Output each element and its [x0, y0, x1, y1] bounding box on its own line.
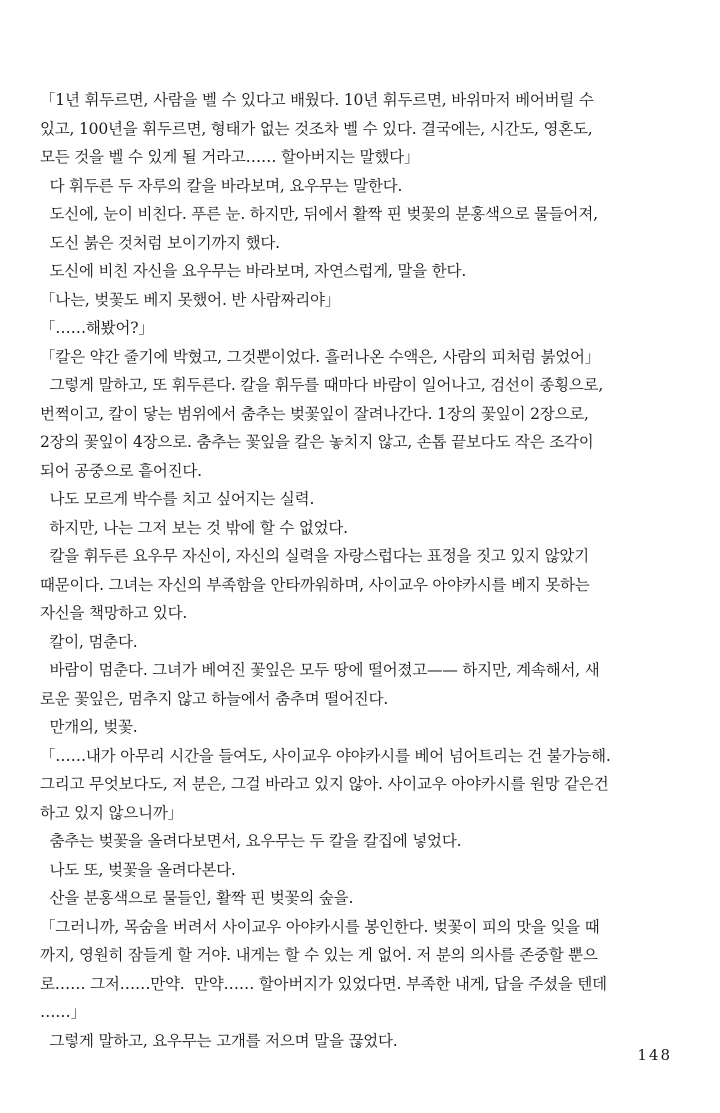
text-line: 도신에 비친 자신을 요우무는 바라보며, 자연스럽게, 말을 한다.: [40, 262, 467, 280]
text-line: 「1년 휘두르면, 사람을 벨 수 있다고 배웠다. 10년 휘두르면, 바위마저 베어버릴 수: [40, 91, 594, 109]
text-line: 그렇게 말하고, 또 휘두른다. 칼을 휘두를 때마다 바람이 일어나고, 검선이 종횡으로,: [40, 376, 604, 394]
text-line: 도신 붉은 것처럼 보이기까지 했다.: [40, 233, 280, 252]
text-line: 자신을 책망하고 있다.: [40, 604, 188, 622]
text-line: 「칼은 약간 줄기에 박혔고, 그것뿐이었다. 흘러나온 수액은, 사람의 피처럼 붉었어」: [40, 347, 601, 366]
text-line: 「……해봤어?」: [40, 319, 154, 337]
text-line: 되어 공중으로 흩어진다.: [40, 461, 202, 480]
text-line: 2장의 꽃잎이 4장으로. 춤추는 꽃잎을 칼은 놓치지 않고, 손톱 끝보다도 작은 조각이: [40, 433, 594, 451]
text-line: 그렇게 말하고, 요우무는 고개를 저으며 말을 끊었다.: [40, 1031, 398, 1050]
text-line: 로운 꽃잎은, 멈추지 않고 하늘에서 춤추며 떨어진다.: [40, 689, 389, 708]
page-number: 148: [637, 1046, 672, 1064]
text-line: 산을 분홍색으로 물들인, 활짝 핀 벚꽃의 숲을.: [40, 889, 354, 907]
text-line: 번쩍이고, 칼이 닿는 범위에서 춤추는 벚꽃잎이 잘려나간다. 1장의 꽃잎이 2장으로,: [40, 404, 589, 423]
text-line: ……」: [40, 1003, 86, 1021]
text-line: 바람이 멈춘다. 그녀가 베여진 꽃잎은 모두 땅에 떨어졌고—— 하지만, 계속해서, 새: [40, 661, 600, 679]
text-line: 만개의, 벚꽃.: [40, 718, 138, 736]
text-line: 「나는, 벚꽃도 베지 못했어. 반 사람짜리야」: [40, 290, 341, 309]
text-line: 그리고 무엇보다도, 저 분은, 그걸 바라고 있지 않아. 사이교우 아야카시를 원망 같은건: [40, 775, 609, 793]
text-line: 때문이다. 그녀는 자신의 부족함을 안타까워하며, 사이교우 아야카시를 베지 못하는: [40, 575, 590, 594]
text-line: 나도 모르게 박수를 치고 싶어지는 실력.: [40, 490, 315, 508]
text-line: 칼이, 멈춘다.: [40, 632, 138, 651]
text-line: 모든 것을 벨 수 있게 될 거라고…… 할아버지는 말했다」: [40, 148, 420, 166]
text-line: 로…… 그저……만약. 만약…… 할아버지가 있었다면. 부족한 내게, 답을 주셨을 텐데: [40, 974, 607, 993]
text-line: 하고 있지 않으니까」: [40, 803, 183, 822]
text-line: 까지, 영원히 잠들게 할 거야. 내게는 할 수 있는 게 없어. 저 분의 의사를 존중할 뿐으: [40, 946, 598, 964]
text-line: 나도 또, 벚꽃을 올려다본다.: [40, 860, 236, 879]
text-line: 칼을 휘두른 요우무 자신이, 자신의 실력을 자랑스럽다는 표정을 짓고 있지 않았기: [40, 547, 589, 565]
body-text: [40, 86, 690, 1055]
text-line: 춤추는 벚꽃을 올려다보면서, 요우무는 두 칼을 칼집에 넣었다.: [40, 832, 462, 850]
text-line: 「……내가 아무리 시간을 들여도, 사이교우 야야카시를 베어 넘어트리는 건 불가능해.: [40, 746, 611, 765]
text-line: 다 휘두른 두 자루의 칼을 바라보며, 요우무는 말한다.: [40, 176, 403, 195]
text-line: 있고, 100년을 휘두르면, 형태가 없는 것조차 벨 수 있다. 결국에는, 시간도, 영혼도,: [40, 119, 593, 138]
text-line: 하지만, 나는 그저 보는 것 밖에 할 수 없었다.: [40, 518, 348, 537]
text-line: 도신에, 눈이 비친다. 푸른 눈. 하지만, 뒤에서 활짝 핀 벚꽃의 분홍색으로 물들어져,: [40, 205, 598, 223]
text-line: 「그러니까, 목숨을 버려서 사이교우 아야카시를 봉인한다. 벚꽃이 피의 맛을 잊을 때: [40, 917, 600, 936]
